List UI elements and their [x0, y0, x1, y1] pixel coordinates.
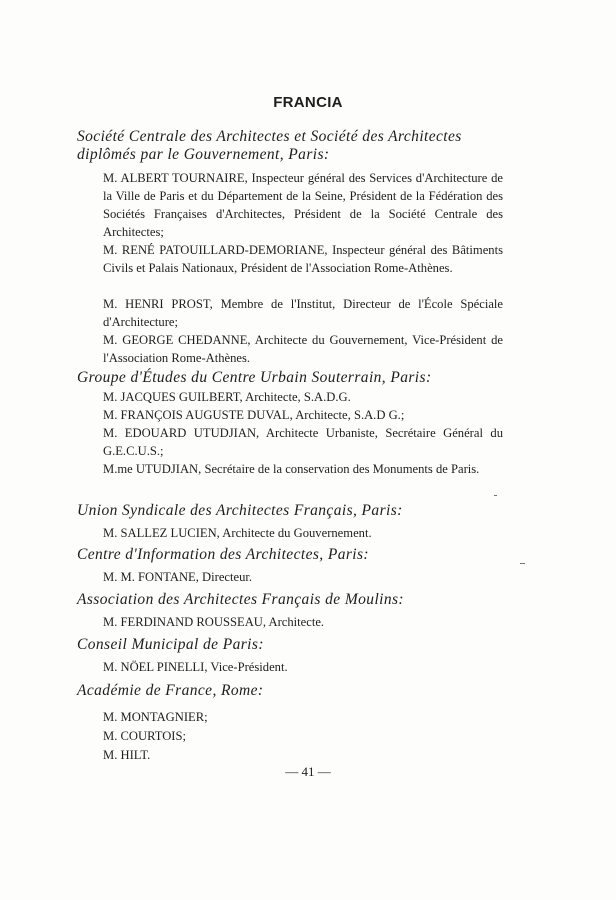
member-entry-montagnier: M. MONTAGNIER;	[103, 710, 208, 724]
page-title: FRANCIA	[273, 94, 343, 111]
member-entry-duval: M. FRANÇOIS AUGUSTE DUVAL, Architecte, S.A.D G.;	[103, 408, 405, 422]
member-entry-fontane: M. M. FONTANE, Directeur.	[103, 570, 253, 584]
member-entry-prost: M. HENRI PROST, Membre de l'Institut, Directeur de l'École Spéciale d'Architecture;	[103, 297, 503, 329]
org-heading-moulins: Association des Architectes Français de Moulins:	[77, 591, 404, 608]
member-entry-pinelli: M. NÖEL PINELLI, Vice-Président.	[103, 660, 288, 674]
member-entry-rousseau: M. FERDINAND ROUSSEAU, Architecte.	[103, 615, 325, 629]
member-entry-tournaire: M. ALBERT TOURNAIRE, Inspecteur général des Services d'Architecture de la Ville de Paris et du Département de la Seine, Président de la Fédération des Sociétés Françaises d'Architectes, Président de la Société Centrale des Architectes;	[103, 171, 503, 239]
org-heading-union-syndicale: Union Syndicale des Architectes Français, Paris:	[77, 502, 403, 519]
member-entry-utudjian: M. EDOUARD UTUDJIAN, Architecte Urbaniste, Secrétaire Général du G.E.C.U.S.;	[103, 426, 503, 458]
print-speck	[494, 495, 497, 496]
org-heading-academie-france: Académie de France, Rome:	[77, 682, 264, 699]
member-entry-courtois: M. COURTOIS;	[103, 729, 186, 743]
member-entry-patouillard: M. RENÉ PATOUILLARD-DEMORIANE, Inspecteur général des Bâtiments Civils et Palais Nationaux, Président de l'Association Rome-Athènes.	[103, 243, 503, 275]
member-entry-sallez: M. SALLEZ LUCIEN, Architecte du Gouvernement.	[103, 526, 372, 540]
org-heading-groupe-etudes: Groupe d'Études du Centre Urbain Souterrain, Paris:	[77, 369, 432, 386]
org-heading-conseil-municipal: Conseil Municipal de Paris:	[77, 636, 264, 653]
member-entry-guilbert: M. JACQUES GUILBERT, Architecte, S.A.D.G.	[103, 390, 351, 404]
org-heading-centre-information: Centre d'Information des Architectes, Paris:	[77, 546, 369, 563]
page-number: — 41 —	[285, 764, 331, 779]
member-entry-chedanne: M. GEORGE CHEDANNE, Architecte du Gouvernement, Vice-Président de l'Association Rome-Athènes.	[103, 333, 503, 365]
org-heading-societe-centrale: Société Centrale des Architectes et Société des Architectes diplômés par le Gouvernement, Paris:	[77, 128, 462, 163]
member-entry-mme-utudjian: M.me UTUDJIAN, Secrétaire de la conservation des Monuments de Paris.	[103, 462, 480, 476]
member-entry-hilt: M. HILT.	[103, 748, 151, 762]
print-speck	[520, 563, 525, 564]
